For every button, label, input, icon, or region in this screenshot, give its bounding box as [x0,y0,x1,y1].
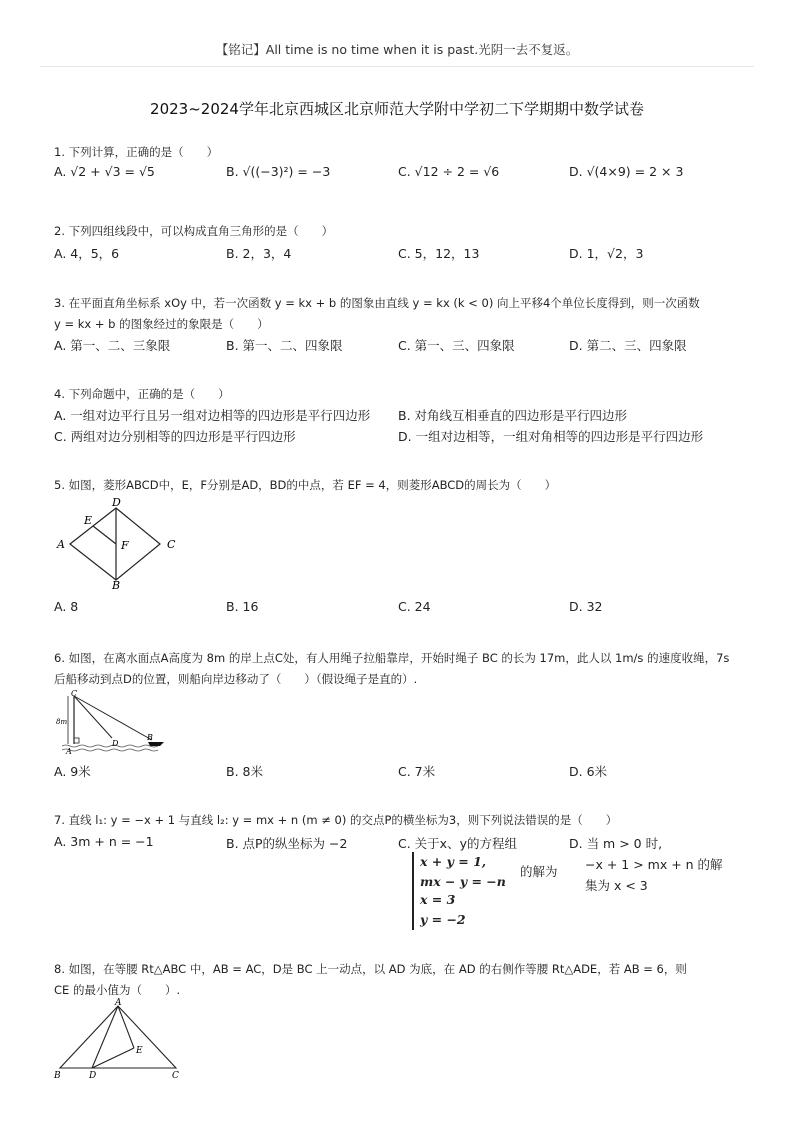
isosceles-right-triangle-figure [50,998,185,1082]
label-b: B [147,733,153,742]
question-1-option-d[interactable]: D. √(4×9) = 2 × 3 [569,164,684,179]
equation-1: x + y = 1, [420,854,487,869]
label-b: B [54,1071,61,1081]
segment-ef [93,526,116,544]
question-5-option-a[interactable]: A. 8 [54,599,79,614]
water-wave-2 [62,749,158,751]
label-e: E [84,514,93,527]
question-4-option-a[interactable]: A. 一组对边平行且另一组对边相等的四边形是平行四边形 [54,408,371,423]
question-1-stem: 1. 下列计算，正确的是（ ） [54,145,219,159]
label-c: C [172,1071,179,1081]
question-6-option-b[interactable]: B. 8米 [226,764,263,779]
question-7-option-c-mid: 的解为 [520,864,558,879]
label-a: A [66,747,72,756]
label-d: D [112,496,121,509]
water-wave-1 [62,745,158,747]
boat-icon [148,742,164,746]
boat-rope-figure [54,688,174,758]
question-8-stem-line-2: CE 的最小值为（ ）. [54,983,181,997]
right-angle-mark [74,738,79,743]
solution-x: x = 3 [420,892,456,907]
label-d: D [89,1071,97,1081]
label-c: C [167,538,176,551]
header-divider [40,66,754,67]
question-4-option-c[interactable]: C. 两组对边分别相等的四边形是平行四边形 [54,429,296,444]
question-4-stem: 4. 下列命题中，正确的是（ ） [54,387,230,401]
question-1-option-a[interactable]: A. √2 + √3 = √5 [54,164,155,179]
question-7-option-c-intro[interactable]: C. 关于x、y的方程组 [398,836,517,851]
question-2-option-d[interactable]: D. 1，√2，3 [569,246,644,261]
triangle-abc [60,1006,176,1068]
question-2-option-c[interactable]: C. 5，12，13 [398,246,480,261]
question-5-option-d[interactable]: D. 32 [569,599,603,614]
question-2-option-b[interactable]: B. 2，3，4 [226,246,292,261]
question-6-stem-line-1: 6. 如图，在离水面点A高度为 8m 的岸上点C处，有人用绳子拉船靠岸，开始时绳子 BC 的长为 17m，此人以 1m/s 的速度收绳，7s [54,651,730,665]
label-a: A [57,538,65,551]
question-5-option-c[interactable]: C. 24 [398,599,431,614]
question-8-stem-line-1: 8. 如图，在等腰 Rt△ABC 中，AB = AC，D是 BC 上一动点，以 AD 为底，在 AD 的右侧作等腰 Rt△ADE，若 AB = 6，则 [54,962,687,976]
question-6-option-a[interactable]: A. 9米 [54,764,91,779]
question-5-option-b[interactable]: B. 16 [226,599,259,614]
question-7-equation-system [412,852,506,892]
solution-y: y = −2 [420,912,466,927]
question-2-stem: 2. 下列四组线段中，可以构成直角三角形的是（ ） [54,224,334,238]
question-4-option-b[interactable]: B. 对角线互相垂直的四边形是平行四边形 [398,408,628,423]
question-7-option-d-line-2: −x + 1 > mx + n 的解 [585,857,723,872]
question-4-option-d[interactable]: D. 一组对边相等，一组对角相等的四边形是平行四边形 [398,429,704,444]
label-a: A [115,998,122,1008]
question-5-stem: 5. 如图，菱形ABCD中，E，F分别是AD，BD的中点，若 EF = 4，则菱形ABCD的周长为（ ） [54,478,557,492]
question-1-option-c[interactable]: C. √12 ÷ 2 = √6 [398,164,500,179]
page-title: 2023~2024学年北京西城区北京师范大学附中学初二下学期期中数学试卷 [150,100,644,118]
question-3-option-a[interactable]: A. 第一、二、三象限 [54,338,171,353]
rhombus-figure [54,496,189,591]
segment-ad [92,1006,118,1068]
label-e: E [136,1046,143,1056]
question-3-stem-line-2: y = kx + b 的图象经过的象限是（ ） [54,317,269,331]
question-3-option-b[interactable]: B. 第一、二、四象限 [226,338,343,353]
question-3-option-d[interactable]: D. 第二、三、四象限 [569,338,687,353]
question-7-stem: 7. 直线 l₁: y = −x + 1 与直线 l₂: y = mx + n (m ≠ 0) 的交点P的横坐标为3，则下列说法错误的是（ ） [54,813,618,827]
question-7-solution-system [412,890,466,930]
rope-cb [74,696,152,740]
rope-cd [74,696,112,738]
segment-ae [118,1006,134,1048]
page-header: 【铭记】All time is no time when it is past.光阴一去不复返。 [215,42,579,57]
label-d: D [112,739,119,748]
question-7-option-b[interactable]: B. 点P的纵坐标为 −2 [226,836,348,851]
segment-de [92,1048,134,1068]
question-3-stem-line-1: 3. 在平面直角坐标系 xOy 中，若一次函数 y = kx + b 的图象由直线 y = kx (k < 0) 向上平移4个单位长度得到，则一次函数 [54,296,700,310]
label-c: C [71,689,78,698]
question-6-option-d[interactable]: D. 6米 [569,764,608,779]
question-2-option-a[interactable]: A. 4，5，6 [54,246,120,261]
question-7-option-d-line-3: 集为 x < 3 [585,878,648,893]
equation-2: mx − y = −n [420,874,506,889]
question-3-option-c[interactable]: C. 第一、三、四象限 [398,338,515,353]
question-6-option-c[interactable]: C. 7米 [398,764,436,779]
label-b: B [112,579,121,591]
question-1-option-b[interactable]: B. √((−3)²) = −3 [226,164,331,179]
question-7-option-d-line-1[interactable]: D. 当 m > 0 时, [569,836,663,851]
question-6-stem-line-2: 后船移动到点D的位置，则船向岸边移动了（ ）（假设绳子是直的）. [54,672,418,686]
question-7-option-a[interactable]: A. 3m + n = −1 [54,834,154,849]
label-f: F [121,539,129,552]
label-8m: 8m [56,718,68,726]
